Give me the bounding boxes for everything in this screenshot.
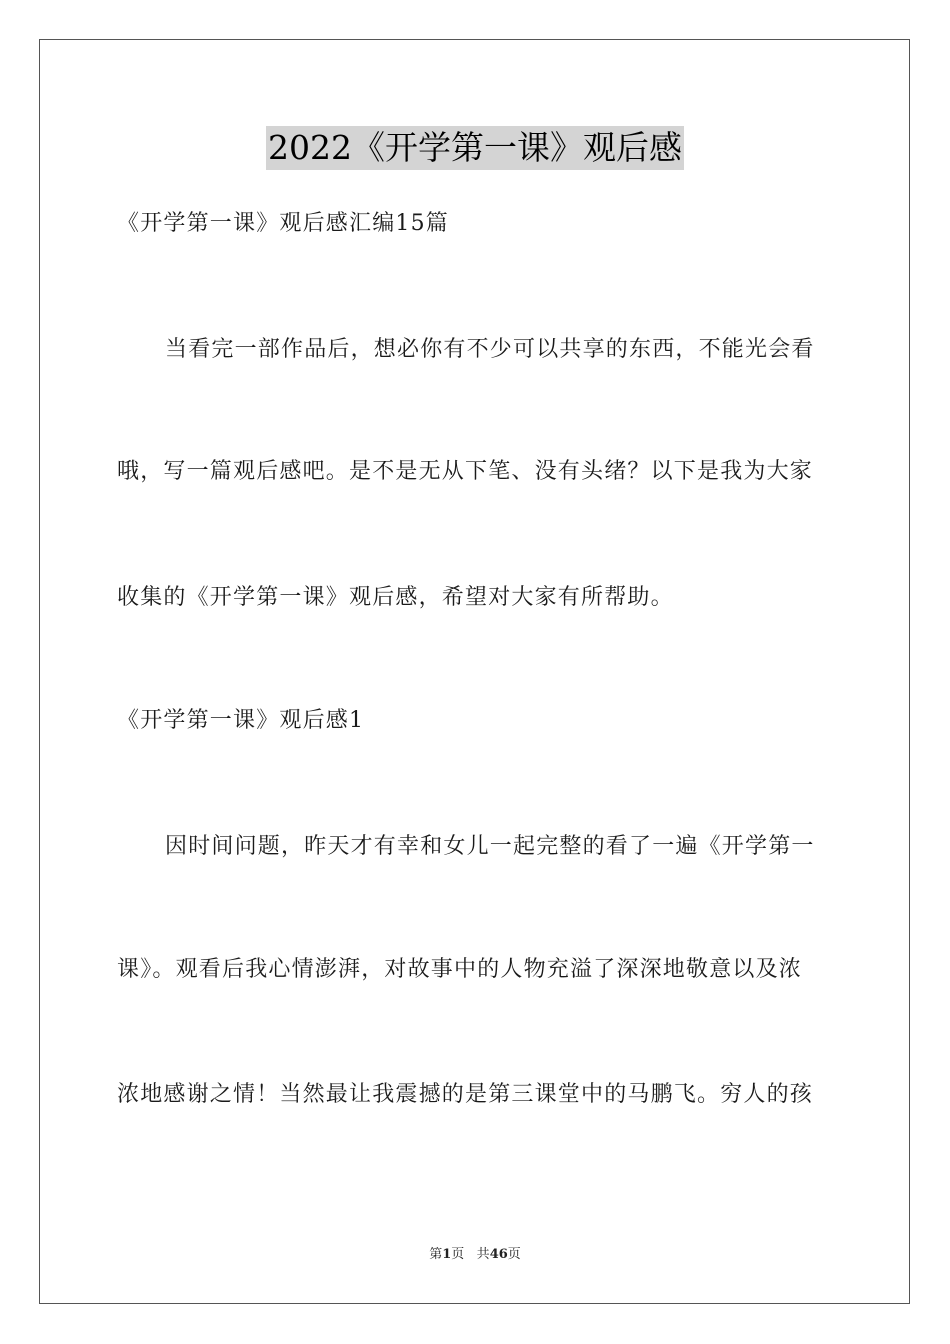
- body-line-3: 浓地感谢之情！当然最让我震撼的是第三课堂中的马鹏飞。穷人的孩: [117, 1082, 814, 1107]
- title-container: [0, 126, 950, 170]
- footer-page-number: 1: [442, 1247, 452, 1262]
- intro-line-1: 当看完一部作品后，想必你有不少可以共享的东西，不能光会看: [165, 337, 815, 362]
- document-title: 2022《开学第一课》观后感: [266, 126, 684, 170]
- footer-total-suffix: 页: [507, 1247, 521, 1262]
- body-line-1: 因时间问题，昨天才有幸和女儿一起完整的看了一遍《开学第一: [165, 834, 815, 859]
- footer-total-pages: 46: [489, 1247, 508, 1262]
- footer-page-prefix: 第: [429, 1247, 443, 1262]
- page-footer: [0, 1246, 950, 1264]
- intro-line-2: 哦，写一篇观后感吧。是不是无从下笔、没有头绪？以下是我为大家: [117, 459, 814, 484]
- intro-line-3: 收集的《开学第一课》观后感，希望对大家有所帮助。: [117, 585, 674, 610]
- body-line-2: 课》。观看后我心情澎湃，对故事中的人物充溢了深深地敬意以及浓: [117, 957, 803, 982]
- footer-total-prefix: 共: [476, 1247, 490, 1262]
- footer-page-suffix: 页: [451, 1247, 465, 1262]
- document-subtitle: 《开学第一课》观后感汇编15篇: [117, 211, 449, 236]
- section-heading: 《开学第一课》观后感1: [117, 708, 365, 733]
